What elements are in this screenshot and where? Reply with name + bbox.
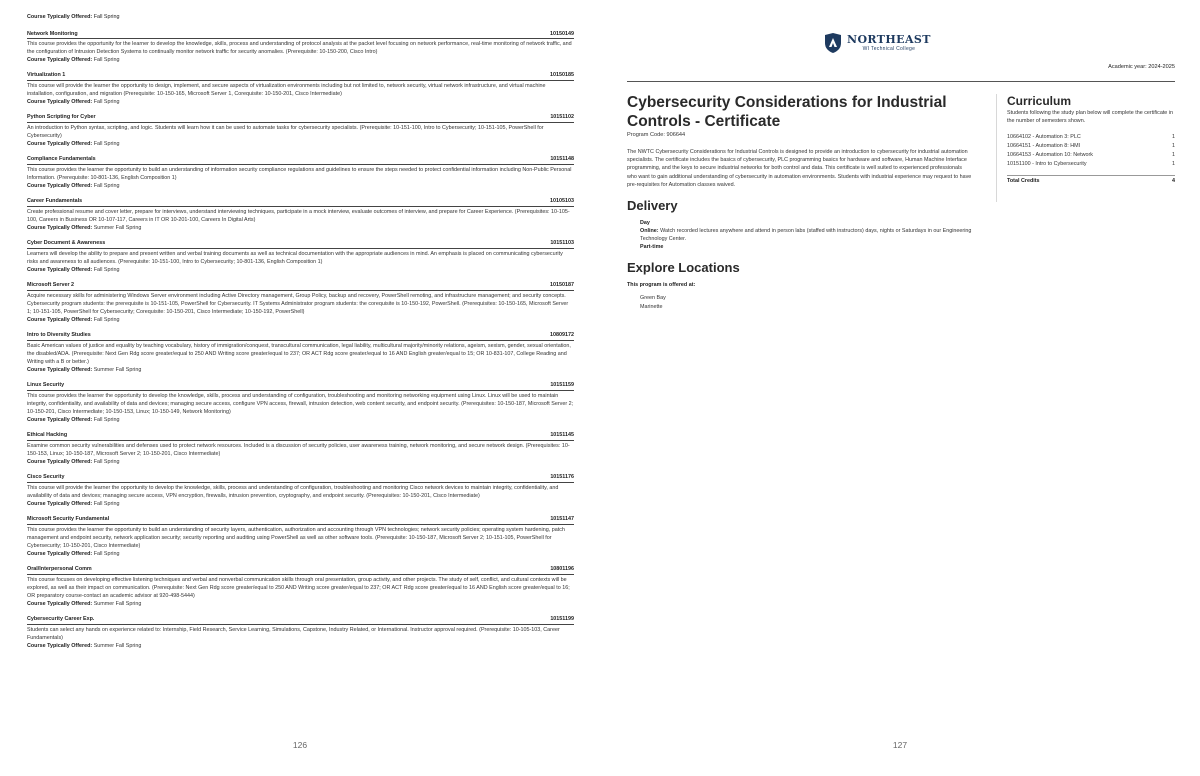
course-entry	[27, 31, 574, 64]
course-header	[27, 198, 574, 207]
course-description: Create professional resume and cover letter, prepare for interviews, understand interviewing techniques, participate in a mock interview, evaluate outcomes of interview, and prepare for Career Experience. (Prerequisites: 10-105-100, Careers in Business OR 10-107-117, Careers in IT OR 10-201-100, Careers In Digital Arts)	[27, 208, 570, 223]
course-header	[27, 31, 574, 40]
course-credits: 1	[1172, 152, 1175, 158]
program-code: Program Code: 906644	[627, 132, 686, 138]
course-description: This course focuses on developing effective listening techniques and verbal and nonverbal communication skills through oral presentation, group activity, and other projects. The study of self, conflict, and cultural contexts will be explored, as well as their impact on communication. (Prerequisite: Next Gen Rdg score greater/equal to 250 AND Writing score greater/equal to 237; OR ACT Rdg score greater/equal to 16 AND English score greater/equal to 16; OR preparatory course-contact an academic advisor at 920-498-5444)	[27, 576, 570, 599]
course-description: Acquire necessary skills for administering Windows Server environment including Active Directory management, Group Policy, backup and recovery, PowerShell remoting, and infrastructure management; and security concepts. Cybersecurity program students: the prerequisite is 10-151-105, PowerShell for Cybersecurity. IT Systems Administrator program students: the corequisite is 10-150-192, PowerShell. (Prerequisites: 10-150-165, Microsoft Server 1; 10-151-105, PowerShell for Cybersecurity; Corequisite: 10-150-201, Cisco Intermediate; 10-150-192, PowerShell)	[27, 292, 569, 315]
course-offered	[27, 56, 574, 64]
course-header	[27, 240, 574, 249]
course-name: 10664102 - Automation 3: PLC	[1007, 134, 1081, 140]
course-title: Network Monitoring	[27, 30, 78, 37]
offered-value: Fall Spring	[92, 458, 120, 465]
course-description: This course will provide the learner the opportunity to develop the knowledge, skills, process and understanding of configuration, troubleshooting and monitoring Cisco network devices to maintain integrity, confidentiality, and availability of data and devices; managing secure access, VPN encryption, firewalls, intrusion prevention, cryptography, and endpoint security. (Prerequisites: 10-150-201, Cisco Intermediate)	[27, 484, 559, 499]
course-list	[27, 31, 574, 650]
course-code: 10809172	[550, 332, 574, 339]
shield-logo-icon	[823, 32, 843, 54]
course-header	[27, 616, 574, 625]
curriculum-heading: Curriculum	[1007, 94, 1072, 108]
college-logo	[823, 32, 931, 54]
course-header	[27, 432, 574, 441]
course-entry	[27, 382, 574, 423]
header-divider	[627, 81, 1175, 82]
offered-value: Fall Spring	[92, 98, 120, 105]
course-credits: 1	[1172, 161, 1175, 167]
course-code: 10150187	[550, 282, 574, 289]
curriculum-sidebar	[996, 94, 1175, 202]
program-main-column	[627, 94, 977, 312]
offered-value: Fall Spring	[92, 140, 120, 147]
course-title: Ethical Hacking	[27, 432, 68, 439]
offered-value: Summer Fall Spring	[92, 642, 142, 649]
offered-label: Course Typically Offered:	[27, 182, 93, 189]
course-description: This course will provide the learner the opportunity to design, implement, and secure aspects of virtualization environments including but not limited to, network security, virtual network infrastructure, and virtual machine installation, configuration, and migration (Prerequisite: 10-150-165, Microsoft Server 1, Corequisite: 10-150-201, Cisco Intermediate)	[27, 82, 546, 97]
offered-value: Fall Spring	[92, 550, 120, 557]
locations-list	[627, 294, 977, 312]
course-entry	[27, 156, 574, 189]
course-header	[27, 156, 574, 165]
course-description: This course provides the learner the opportunity to build an understanding of security layers, authentication, authorization and accounting through VPN technologies; network security policies; operating system hardening, patch management and endpoint security, network application security; security reporting and auditing using PowerShell as well as other software tools. (Prerequisite: 10-150-187, Microsoft Server 2; 10-151-105, PowerShell for Cybersecurity; 10-150-201, Cisco Intermediate)	[27, 526, 565, 549]
course-title: Microsoft Server 2	[27, 282, 75, 289]
course-header	[27, 114, 574, 123]
course-header	[27, 332, 574, 341]
course-entry	[27, 432, 574, 465]
offered-value: Fall Spring	[92, 56, 120, 63]
course-entry	[27, 198, 574, 231]
course-offered	[27, 224, 574, 232]
course-title: Career Fundamentals	[27, 198, 83, 205]
delivery-online: Online: Watch recorded lectures anywhere and attend in person labs (staffed with instructors) days, nights or Saturdays in our Engineering Technology Center.	[640, 228, 972, 243]
offered-label: Course Typically Offered:	[27, 642, 93, 649]
course-entry	[27, 332, 574, 373]
curriculum-row	[1007, 151, 1175, 160]
delivery-day: Day	[640, 220, 650, 227]
course-code: 10151199	[550, 616, 574, 623]
offered-label: Course Typically Offered:	[27, 458, 93, 465]
course-offered	[27, 416, 574, 424]
offered-value: Summer Fall Spring	[92, 224, 142, 231]
course-offered	[27, 600, 574, 608]
course-description: This course provides the learner the opportunity to develop the knowledge, skills, process and understanding of configuration, troubleshooting and monitoring networking equipment using Linux. Linux will be used to maintain integrity, confidentiality, and availability of data and devices; managing secure access, configure VPN access, firewall, intrusion detection, web content security, and endpoint security. (Prerequisites: 10-150-187, Microsoft Server 2; 10-150-201, Cisco Intermediate; 10-150-153, Linux; 10-150-149, Network Monitoring)	[27, 392, 574, 415]
course-code: 10151176	[550, 474, 574, 481]
course-credits: 1	[1172, 143, 1175, 149]
locations-note: This program is offered at:	[627, 282, 696, 289]
course-header	[27, 72, 574, 81]
offered-label: Course Typically Offered:	[27, 56, 93, 63]
course-header	[27, 282, 574, 291]
course-header	[27, 474, 574, 483]
course-offered	[27, 458, 574, 466]
total-credits-value: 4	[1172, 178, 1175, 184]
course-header	[27, 382, 574, 391]
total-credits-label: Total Credits	[1007, 178, 1040, 184]
curriculum-row	[1007, 133, 1175, 142]
course-code: 10801196	[550, 566, 574, 573]
offered-label: Course Typically Offered:	[27, 266, 93, 273]
offered-value: Summer Fall Spring	[92, 600, 142, 607]
offered-label: Course Typically Offered:	[27, 98, 93, 105]
course-description: Examine common security vulnerabilities and defenses used to protect network resources. Included is a discussion of security policies, user awareness training, network monitoring, and secure network design. (Prerequisites: 10-150-153, Linux; 10-150-187, Microsoft Server 2; 10-150-201, Cisco Intermediate)	[27, 442, 570, 457]
course-header	[27, 566, 574, 575]
course-entry	[27, 566, 574, 607]
program-title: Cybersecurity Considerations for Industrial Controls - Certificate	[627, 94, 947, 130]
course-entry	[27, 516, 574, 557]
total-credits-row	[1007, 175, 1175, 184]
offered-label: Course Typically Offered:	[27, 500, 93, 507]
offered-label: Course Typically Offered:	[27, 550, 93, 557]
offered-label: Course Typically Offered:	[27, 366, 93, 373]
offered-value: Fall Spring	[92, 416, 120, 423]
course-code: 10151102	[550, 114, 574, 121]
offered-value: Fall Spring	[92, 316, 120, 323]
right-page	[600, 0, 1200, 776]
curriculum-note: Students following the study plan below will complete the certificate in the number of semesters shown.	[1007, 110, 1174, 124]
course-entry	[27, 114, 574, 147]
course-offered	[27, 366, 574, 374]
course-code: 10151159	[550, 382, 574, 389]
course-code: 10150185	[550, 72, 574, 79]
offered-label: Course Typically Offered:	[27, 416, 93, 423]
course-offered	[27, 266, 574, 274]
course-description: Learners will develop the ability to prepare and present written and verbal training documents as well as technical documentation with the appropriate audiences in mind. An emphasis is placed on communicating cybersecurity risks and awareness to all audiences. (Prerequisite: 10-151-100, Intro to Cybersecurity; 10-801-136, English Composition 1)	[27, 250, 563, 265]
course-header	[27, 516, 574, 525]
course-title: Oral/Interpersonal Comm	[27, 566, 92, 573]
course-title: Linux Security	[27, 382, 65, 389]
offered-value: Fall Spring	[92, 14, 120, 20]
course-title: Compliance Fundamentals	[27, 156, 96, 163]
offered-value: Fall Spring	[92, 500, 120, 507]
course-offered	[27, 140, 574, 148]
course-description: This course provides the opportunity for the learner to develop the knowledge, skills, process and understanding of protocol analysis at the packet level focusing on network performance, real-time monitoring of network traffic, and the configuration of Intrusion Detection Systems to continually monitor network traffic for security anomalies. (Prerequisite: 10-150-200, Cisco Intro)	[27, 40, 572, 55]
offered-label: Course Typically Offered:	[27, 316, 93, 323]
curriculum-list	[1007, 133, 1175, 169]
course-title: Python Scripting for Cyber	[27, 114, 96, 121]
course-name: 10664153 - Automation 10: Network	[1007, 152, 1094, 158]
course-code: 10150149	[550, 30, 574, 37]
delivery-part-time: Part-time	[640, 244, 664, 251]
location-item: Green Bay	[640, 295, 666, 302]
page-number-left: 126	[292, 740, 308, 750]
offered-value: Fall Spring	[92, 182, 120, 189]
curriculum-row	[1007, 160, 1175, 169]
offered-label: Course Typically Offered:	[27, 600, 93, 607]
offered-label: Course Typically Offered:	[27, 14, 93, 20]
course-offered	[27, 98, 574, 106]
logo-name: NORTHEAST	[847, 33, 931, 46]
course-entry	[27, 474, 574, 507]
course-description: Students can select any hands on experience related to: Internship, Field Research, Service Learning, Simulations, Capstone, Industry Related, or International. Instructor approval required. (Prerequisite: 10-105-103, Career Fundamentals)	[27, 626, 560, 641]
academic-year: Academic year: 2024-2025	[1108, 64, 1175, 70]
course-code: 10105103	[550, 198, 574, 205]
course-code: 10151145	[550, 432, 574, 439]
delivery-heading: Delivery	[627, 198, 678, 214]
course-offered	[27, 316, 574, 324]
locations-heading: Explore Locations	[627, 260, 740, 276]
program-description: The NWTC Cybersecurity Considerations for Industrial Controls is designed to provide an introduction to cybersecurity for industrial automation specialists. The certificate includes the basics of cybersecurity, PLC programming basics for hardware and software, Human Machine Interface programming, and the keys to secure industrial networks for both control and data. This certificate is well suited to experienced professionals who want to gain additional understanding of cybersecurity in automation environments. Students with industrial experience may request to have pre-requisites for Automation classes waived.	[627, 149, 972, 188]
offered-value: Fall Spring	[92, 266, 120, 273]
course-entry	[27, 240, 574, 273]
course-name: 10664151 - Automation 8: HMI	[1007, 143, 1081, 149]
course-title: Microsoft Security Fundamental	[27, 516, 110, 523]
course-description: An introduction to Python syntax, scripting, and logic. Students will learn how it can be used to automate tasks for cybersecurity specialists. (Prerequisite: 10-151-100, Intro to Cybersecurity; 10-151-105, PowerShell for Cybersecurity)	[27, 124, 544, 139]
course-name: 10151100 - Intro to Cybersecurity	[1007, 161, 1087, 167]
course-entry	[27, 616, 574, 649]
course-title: Cisco Security	[27, 474, 65, 481]
course-offered	[27, 182, 574, 190]
course-entry	[27, 72, 574, 105]
logo-subtitle: WI Technical College	[862, 46, 916, 52]
course-description: Basic American values of justice and equality by teaching vocabulary, history of immigration/conquest, transcultural communication, legal liability, multicultural majority/minority relations, ageism, sexism, gender, sexual orientation, the disabled/ADA. (Prerequisite: Next Gen Rdg score greater/equal to 250 AND Writing score greater/equal to 237; OR ACT Rdg score greater/equal to 16 AND English greater/equal to 15; OR 10-831-107, College Reading and Writing with a B or better.)	[27, 342, 571, 365]
course-offered	[27, 642, 574, 650]
course-title: Intro to Diversity Studies	[27, 332, 91, 339]
course-description: This course provides the learner the opportunity to build an understanding of information security compliance regulations and guidelines to ensure the steps needed to protect confidential information including Non-Public Personal Information. (Prerequisite: 10-801-136, English Composition 1)	[27, 166, 572, 181]
course-offered	[27, 550, 574, 558]
course-code: 10151147	[550, 516, 574, 523]
course-title: Virtualization 1	[27, 72, 66, 79]
first-course-offered	[27, 14, 574, 21]
curriculum-row	[1007, 142, 1175, 151]
course-entry	[27, 282, 574, 323]
delivery-list	[627, 219, 977, 251]
course-offered	[27, 500, 574, 508]
course-code: 10151148	[550, 156, 574, 163]
course-title: Cybersecurity Career Exp.	[27, 616, 95, 623]
offered-label: Course Typically Offered:	[27, 140, 93, 147]
offered-label: Course Typically Offered:	[27, 224, 93, 231]
page-number-right: 127	[892, 740, 908, 750]
course-title: Cyber Document & Awareness	[27, 240, 106, 247]
offered-value: Summer Fall Spring	[92, 366, 142, 373]
course-credits: 1	[1172, 134, 1175, 140]
course-code: 10151103	[550, 240, 574, 247]
location-item: Marinette	[640, 304, 663, 311]
